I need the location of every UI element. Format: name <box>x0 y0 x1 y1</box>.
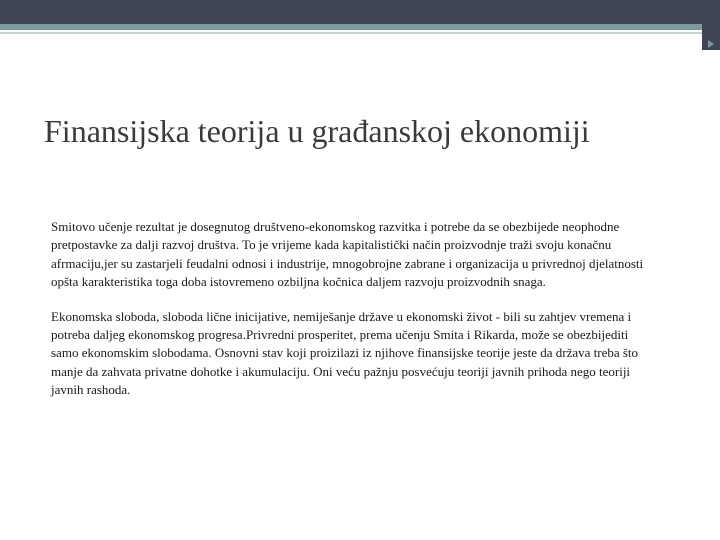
corner-arrow-icon <box>708 40 714 48</box>
slide-title: Finansijska teorija u građanskoj ekonomiji <box>44 113 590 149</box>
header-band <box>0 0 720 38</box>
header-dark-stripe <box>0 0 720 24</box>
header-thin-stripe <box>0 32 720 34</box>
paragraph-2: Ekonomska sloboda, sloboda lične inicijative, nemiješanje države u ekonomski život - bili su zahtjev vremena i potreba daljeg ekonomskog progresa.Privredni prosperitet, prema učenju Smita i Rikarda, može se obezbijediti samo ekonomskim slobodama. Osnovni stav koji proizilazi iz njihove finansijske teorije jeste da država treba što manje da zahvata privatne dohotke i akumulaciju. Oni veću pažnju posvećuju teoriji javnih prihoda nego teoriji javnih rashoda. <box>51 308 639 398</box>
paragraph-1: Smitovo učenje rezultat je dosegnutog društveno-ekonomskog razvitka i potrebe da se obezbijede neophodne pretpostavke za dalji razvoj društva. To je vrijeme kada kapitalistički način proizvodnje traži svoju konačnu afrmaciju,jer su zastarjeli feudalni odnosi i industrije, mnogobrojne zabrane i organizacija u privrednoj djelatnosti opšta karakteristika toga doba istovremeno ozbiljna kočnica daljem razvoju proizvodnih snaga. <box>51 219 644 290</box>
slide-body <box>51 218 651 416</box>
header-accent-stripe <box>0 24 720 30</box>
